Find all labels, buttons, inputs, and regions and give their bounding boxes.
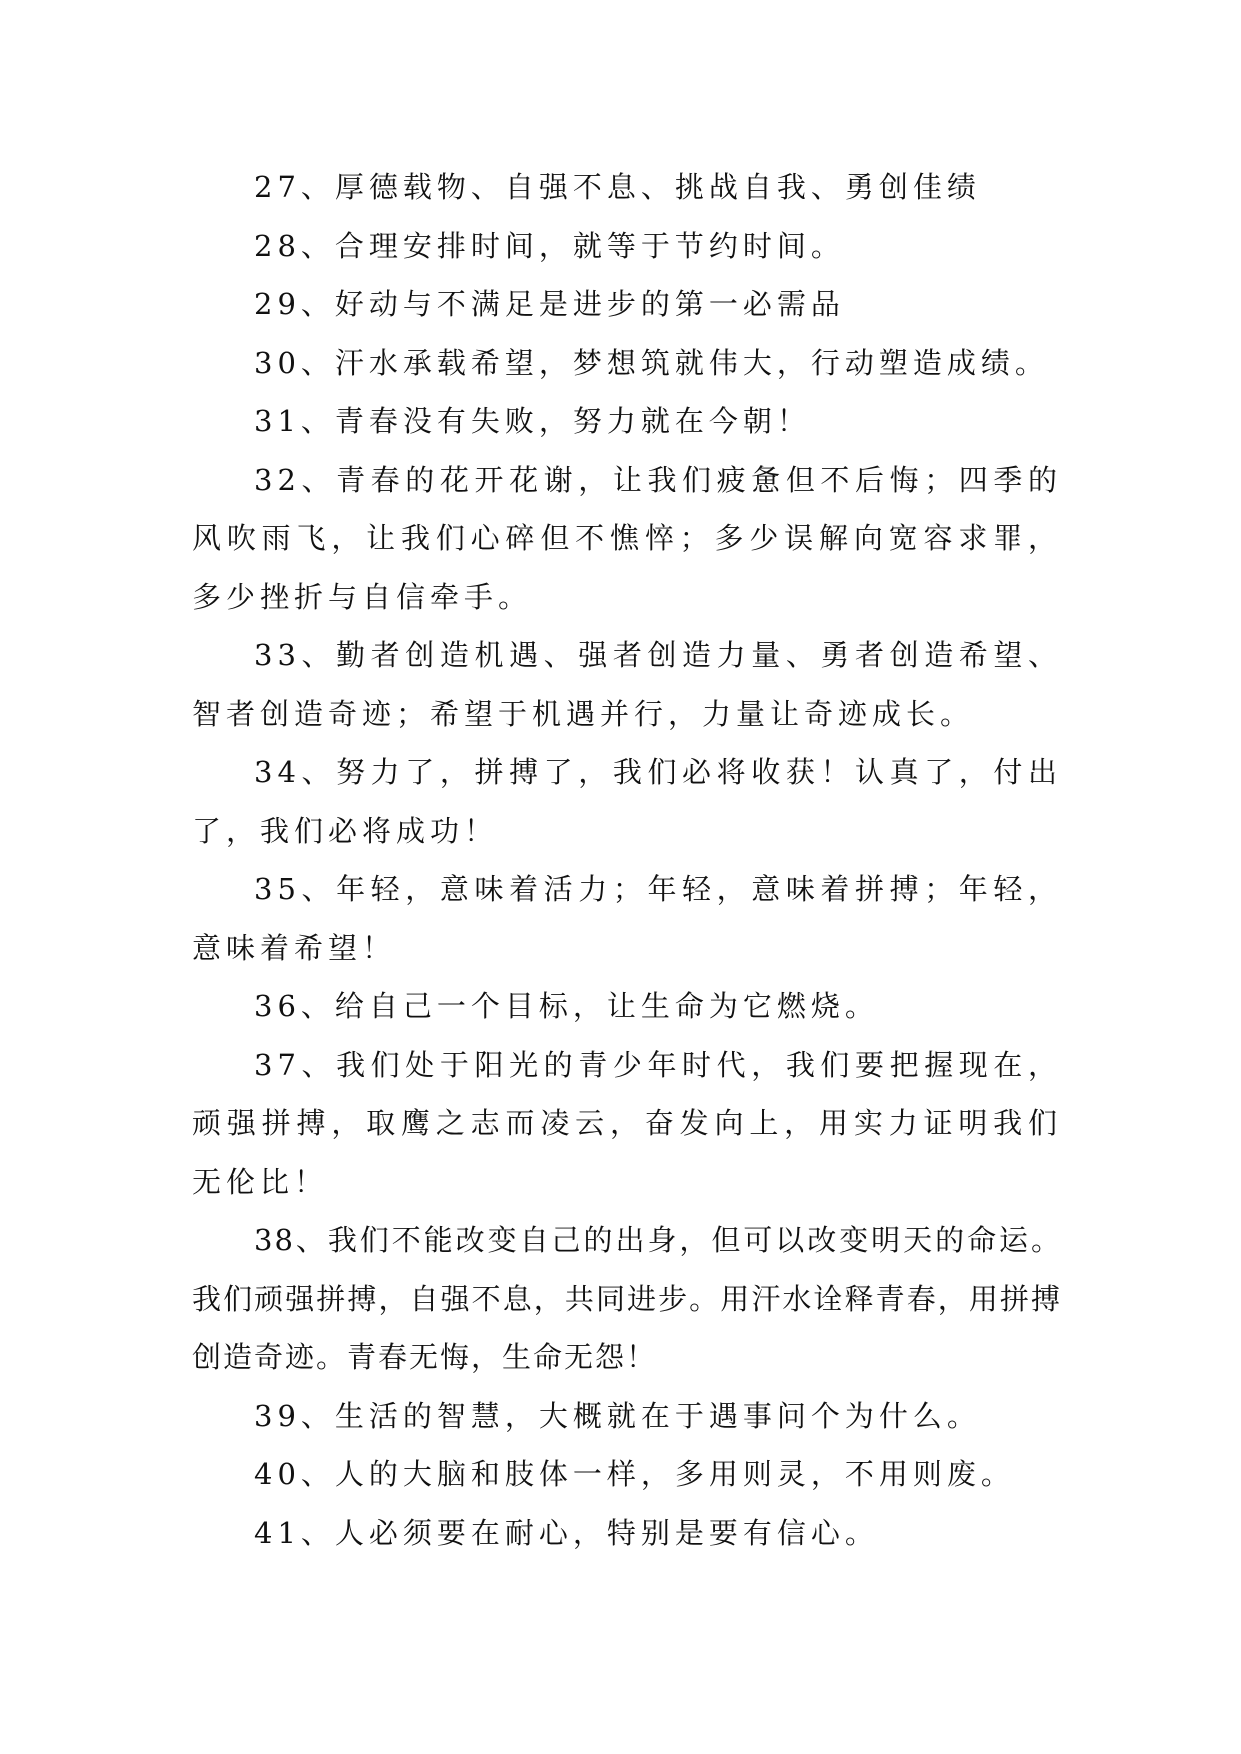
paragraph-30: 30、汗水承载希望，梦想筑就伟大，行动塑造成绩。 [254, 345, 1049, 380]
paragraph-27: 27、厚德载物、自强不息、挑战自我、勇创佳绩 [254, 170, 981, 204]
paragraph-35: 35、年轻，意味着活力；年轻，意味着拼搏；年轻，意味着希望！ [192, 872, 1062, 965]
paragraph-41: 41、人必须要在耐心，特别是要有信心。 [254, 1515, 879, 1550]
paragraph-34: 34、努力了，拼搏了，我们必将收获！认真了，付出了，我们必将成功！ [192, 755, 1062, 848]
paragraph-38: 38、我们不能改变自己的出身，但可以改变明天的命运。我们顽强拼搏，自强不息，共同进步。用汗水诠释青春，用拼搏创造奇迹。青春无悔，生命无怨！ [192, 1223, 1062, 1374]
document-body [192, 158, 1062, 1562]
paragraph-31: 31、青春没有失败，努力就在今朝！ [254, 404, 811, 438]
paragraph-40: 40、人的大脑和肢体一样，多用则灵，不用则废。 [254, 1457, 1015, 1491]
paragraph-29: 29、好动与不满足是进步的第一必需品 [254, 287, 845, 321]
paragraph-37: 37、我们处于阳光的青少年时代，我们要把握现在，顽强拼搏，取鹰之志而凌云，奋发向上，用实力证明我们无伦比！ [192, 1047, 1062, 1199]
paragraph-33: 33、勤者创造机遇、强者创造力量、勇者创造希望、智者创造奇迹；希望于机遇并行，力量让奇迹成长。 [192, 638, 1062, 731]
paragraph-39: 39、生活的智慧，大概就在于遇事问个为什么。 [254, 1398, 981, 1433]
paragraph-32: 32、青春的花开花谢，让我们疲惫但不后悔；四季的风吹雨飞，让我们心碎但不憔悴；多少误解向宽容求罪，多少挫折与自信牵手。 [192, 462, 1062, 614]
paragraph-36: 36、给自己一个目标，让生命为它燃烧。 [254, 989, 879, 1023]
paragraph-28: 28、合理安排时间，就等于节约时间。 [254, 228, 845, 263]
